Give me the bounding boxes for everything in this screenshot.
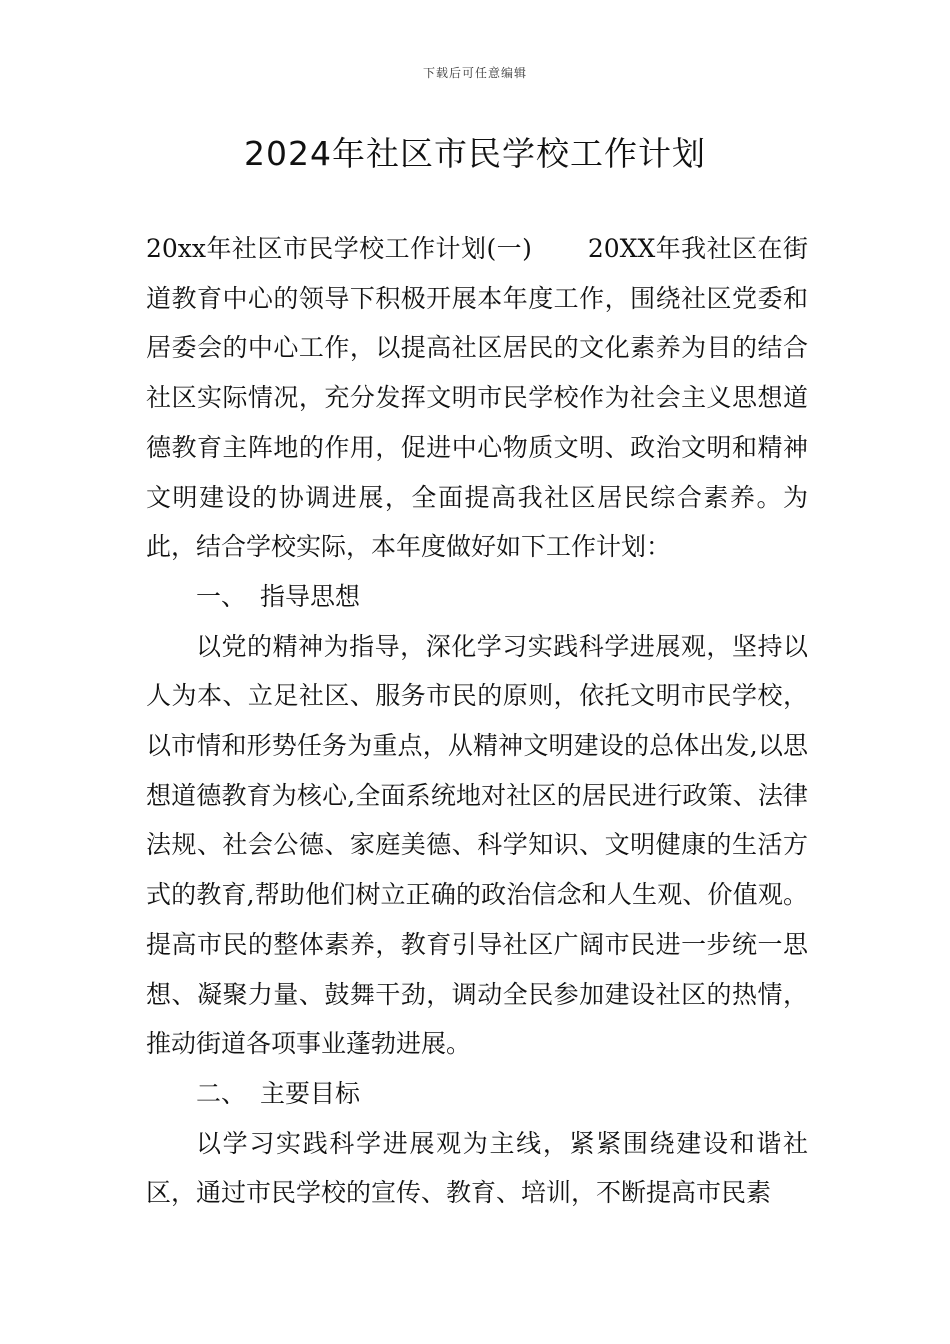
- intro-text: 20XX年我社区在街道教育中心的领导下积极开展本年度工作，围绕社区党委和居委会的中心工作，以提高社区居民的文化素养为目的结合社区实际情况，充分发挥文明市民学校作为社会主义思想道德教育主阵地的作用，促进中心物质文明、政治文明和精神文明建设的协调进展，全面提高我社区居民综合素养。为此，结合学校实际，本年度做好如下工作计划：: [146, 234, 808, 562]
- section-number-2: 二、: [196, 1078, 247, 1108]
- intro-paragraph: [146, 224, 808, 572]
- section-title-2: 主要目标: [260, 1078, 361, 1108]
- document-title: 2024年社区市民学校工作计划: [244, 134, 706, 173]
- section-paragraph-1: 以党的精神为指导，深化学习实践科学进展观，坚持以人为本、立足社区、服务市民的原则，依托文明市民学校，以市情和形势任务为重点，从精神文明建设的总体出发,以思想道德教育为核心,全面系统地对社区的居民进行政策、法律法规、社会公德、家庭美德、科学知识、文明健康的生活方式的教育,帮助他们树立正确的政治信念和人生观、价值观。提高市民的整体素养，教育引导社区广阔市民进一步统一思想、凝聚力量、鼓舞干劲，调动全民参加建设社区的热情，推动街道各项事业蓬勃进展。: [146, 631, 808, 1059]
- section-heading-2: [146, 1069, 808, 1119]
- section-title-1: 指导思想: [260, 581, 361, 611]
- document-body: [146, 224, 808, 1218]
- section-number-1: 一、: [196, 581, 247, 611]
- header-note: 下载后可任意编辑: [422, 66, 527, 80]
- section-heading-1: [146, 572, 808, 622]
- intro-lead: 20xx年社区市民学校工作计划(一): [146, 234, 532, 263]
- section-paragraph-2: 以学习实践科学进展观为主线，紧紧围绕建设和谐社区，通过市民学校的宣传、教育、培训，不断提高市民素: [146, 1128, 808, 1208]
